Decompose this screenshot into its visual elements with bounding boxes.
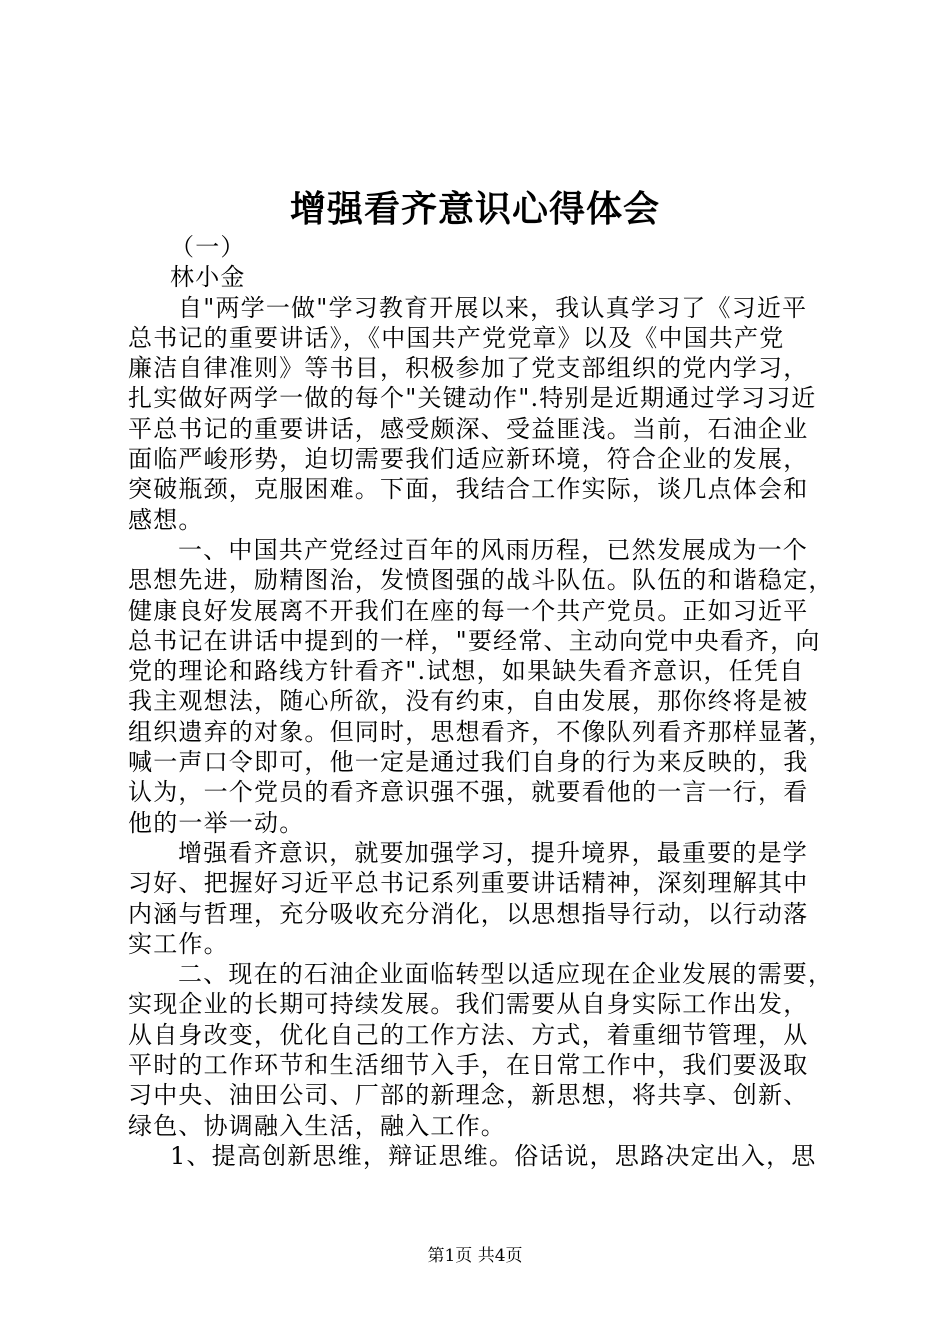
body-line: 自"两学一做"学习教育开展以来，我认真学习了《习近平 [178, 293, 808, 322]
body-line: 增强看齐意识，就要加强学习，提升境界，最重要的是学 [178, 838, 808, 867]
body-line: 扎实做好两学一做的每个"关键动作".特别是近期通过学习习近 [128, 384, 817, 413]
body-line: 面临严峻形势，迫切需要我们适应新环境，符合企业的发展， [128, 445, 809, 474]
body-line: 我主观想法，随心所欲，没有约束，自由发展，那你终将是被 [128, 687, 809, 716]
body-line: 突破瓶颈，克服困难。下面，我结合工作实际，谈几点体会和 [128, 475, 809, 504]
body-line: 健康良好发展离不开我们在座的每一个共产党员。正如习近平 [128, 596, 809, 625]
body-line: 思想先进，励精图治，发愤图强的战斗队伍。队伍的和谐稳定， [128, 566, 834, 595]
body-line: 1、提高创新思维，辩证思维。俗话说，思路决定出入，思 [170, 1141, 817, 1170]
body-line: 二、现在的石油企业面临转型以适应现在企业发展的需要， [178, 960, 834, 989]
body-line: 习中央、油田公司、厂部的新理念，新思想，将共享、创新、 [128, 1081, 809, 1110]
body-line: 从自身改变，优化自己的工作方法、方式，着重细节管理，从 [128, 1020, 809, 1049]
body-line: 党的理论和路线方针看齐".试想，如果缺失看齐意识，任凭自 [128, 657, 805, 686]
body-line: 感想。 [128, 505, 204, 534]
body-line: 一、中国共产党经过百年的风雨历程，已然发展成为一个 [178, 535, 808, 564]
body-line: 总书记的重要讲话》，《中国共产党党章》以及《中国共产党 [128, 323, 785, 352]
document-body [128, 232, 834, 1171]
body-line: 平总书记的重要讲话，感受颇深、受益匪浅。当前，石油企业 [128, 414, 809, 443]
body-line: 实现企业的长期可持续发展。我们需要从自身实际工作出发， [128, 990, 809, 1019]
body-line: 平时的工作环节和生活细节入手，在日常工作中，我们要汲取 [128, 1051, 809, 1080]
body-line: 习好、把握好习近平总书记系列重要讲话精神，深刻理解其中 [128, 869, 809, 898]
body-line: 他的一举一动。 [128, 808, 305, 837]
document-title: 增强看齐意识心得体会 [289, 188, 660, 230]
body-line: 廉洁自律准则》等书目，积极参加了党支部组织的党内学习， [128, 354, 809, 383]
body-line: 喊一声口令即可，他一定是通过我们自身的行为来反映的，我 [128, 748, 809, 777]
body-line: （一） [170, 233, 246, 261]
body-line: 组织遗弃的对象。但同时，思想看齐，不像队列看齐那样显著， [128, 717, 834, 746]
body-line: 认为，一个党员的看齐意识强不强，就要看他的一言一行，看 [128, 778, 809, 807]
body-line: 总书记在讲话中提到的一样，"要经常、主动向党中央看齐，向 [128, 626, 821, 655]
body-line: 实工作。 [128, 929, 229, 958]
page-footer: 第1页 共4页 [427, 1246, 523, 1266]
body-line: 内涵与哲理，充分吸收充分消化，以思想指导行动，以行动落 [128, 899, 809, 928]
body-line: 绿色、协调融入生活，融入工作。 [128, 1111, 506, 1140]
body-line: 林小金 [170, 263, 246, 292]
